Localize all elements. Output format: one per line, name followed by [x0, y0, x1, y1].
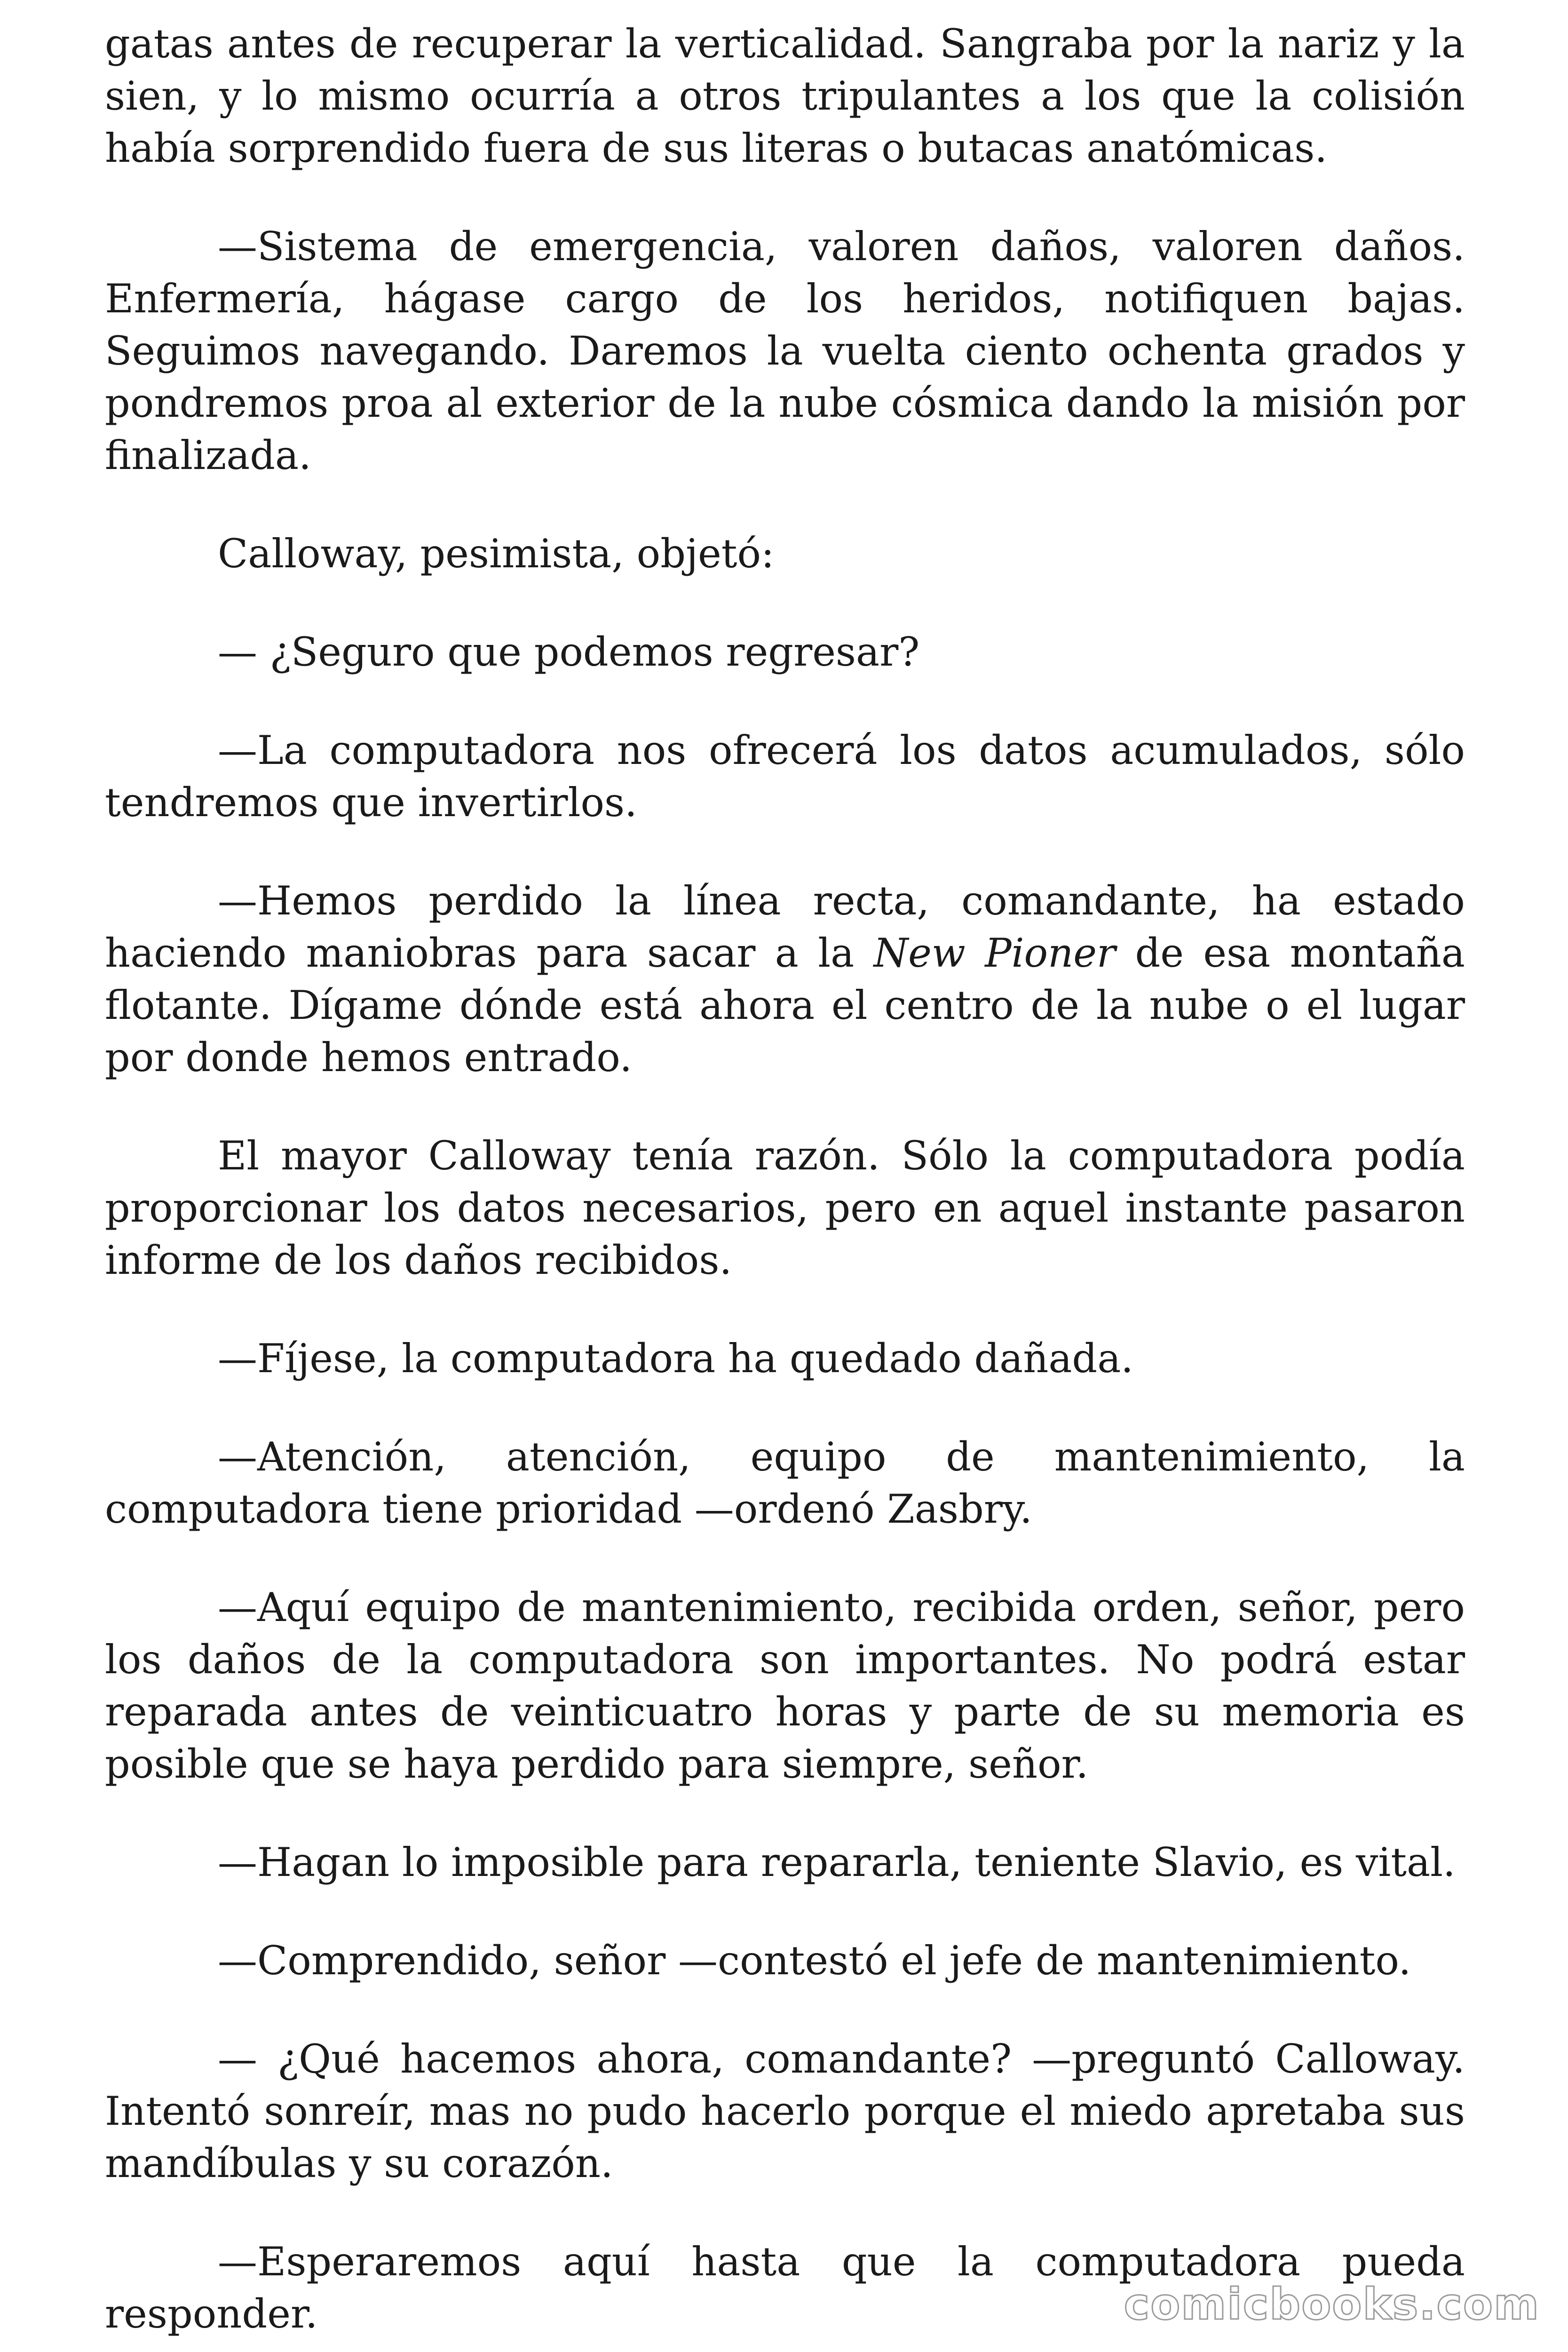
paragraph: —La computadora nos ofrecerá los datos acumulados, sólo tendremos que invertirlos. [105, 727, 1465, 826]
paragraph: Calloway, pesimista, objetó: [218, 531, 775, 577]
text-column [105, 18, 1465, 2352]
paragraph: —Fíjese, la computadora ha quedado dañada. [218, 1335, 1133, 1382]
paragraph: —Atención, atención, equipo de mantenimiento, la computadora tiene prioridad —ordenó Zasbry. [105, 1434, 1465, 1532]
ship-name-italic: New Pioner [873, 930, 1116, 976]
paragraph: — ¿Seguro que podemos regresar? [218, 629, 920, 675]
paragraph: —Esperaremos aquí hasta que la computadora pueda responder. [105, 2239, 1465, 2337]
paragraph-text: —Hemos perdido la línea recta, comandante, ha estado haciendo maniobras para sacar a la [105, 878, 1465, 976]
paragraph: El mayor Calloway tenía razón. Sólo la computadora podía proporcionar los datos necesarios, pero en aquel instante pasaron informe de los daños recibidos. [105, 1133, 1465, 1283]
paragraph: — ¿Qué hacemos ahora, comandante? —preguntó Calloway. Intentó sonreír, mas no pudo hacerlo porque el miedo apretaba sus mandíbulas y su corazón. [105, 2036, 1465, 2186]
paragraph: —Sistema de emergencia, valoren daños, valoren daños. Enfermería, hágase cargo de los heridos, notifiquen bajas. Seguimos navegando. Daremos la vuelta ciento ochenta grados y pondremos proa al exterior de la nube cósmica dando la misión por finalizada. [105, 223, 1465, 478]
paragraph: —Aquí equipo de mantenimiento, recibida orden, señor, pero los daños de la computadora son importantes. No podrá estar reparada antes de veinticuatro horas y parte de su memoria es posible que se haya perdido para siempre, señor. [105, 1584, 1465, 1787]
paragraph: gatas antes de recuperar la verticalidad. Sangraba por la nariz y la sien, y lo mismo ocurría a otros tripulantes a los que la colisión había sorprendido fuera de sus literas o butacas anatómicas. [105, 21, 1465, 171]
paragraph: —Hagan lo imposible para repararla, teniente Slavio, es vital. [218, 1839, 1456, 1885]
paragraph [105, 875, 1465, 1084]
paragraph-text: de esa montaña flotante. Dígame dónde está ahora el centro de la nube o el lugar por donde hemos entrado. [105, 930, 1465, 1081]
watermark-logo: comicbooks.com [1124, 2279, 1540, 2329]
paragraph: —Comprendido, señor —contestó el jefe de mantenimiento. [218, 1938, 1411, 1984]
